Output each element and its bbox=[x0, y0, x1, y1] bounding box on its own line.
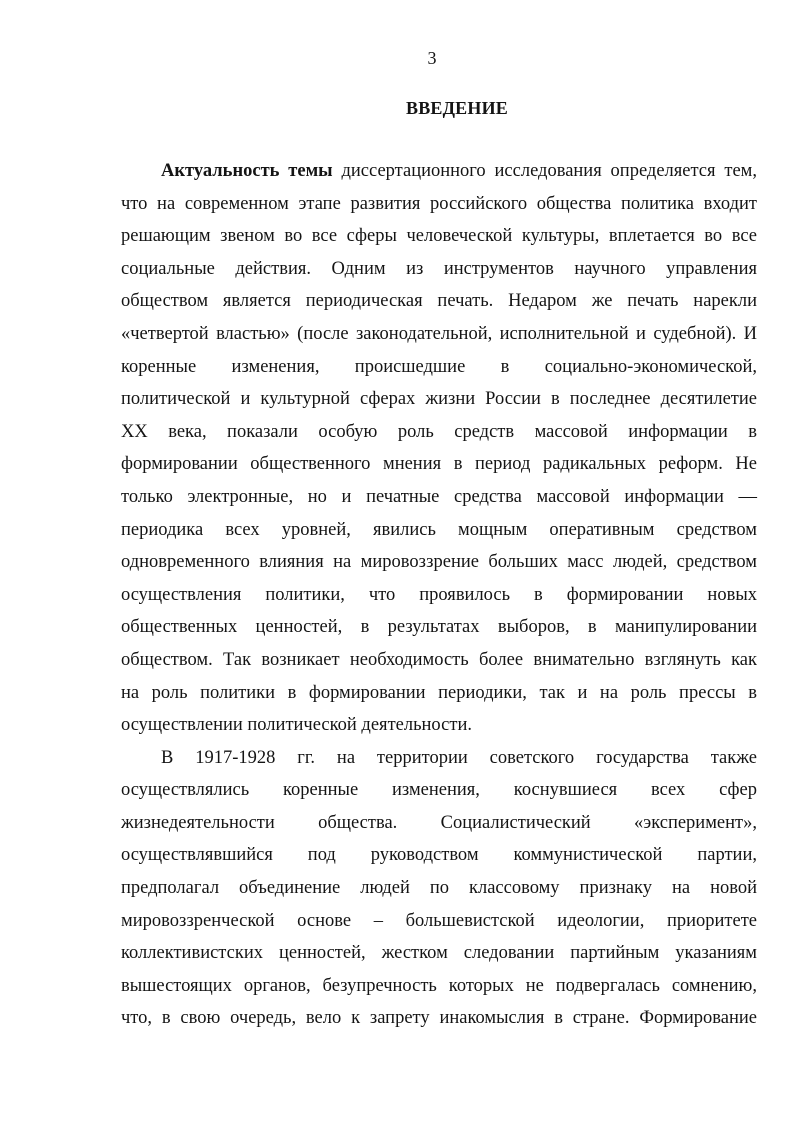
paragraph-line: осуществлении политической деятельности. bbox=[121, 715, 472, 736]
paragraph-line: одновременного влияния на мировоззрение больших масс людей, средством bbox=[121, 552, 757, 573]
paragraph-line: формировании общественного мнения в период радикальных реформ. Не bbox=[121, 454, 757, 475]
paragraph-line: обществом является периодическая печать. Недаром же печать нарекли bbox=[121, 291, 757, 312]
paragraph-line: что на современном этапе развития российского общества политика входит bbox=[121, 193, 757, 214]
lead-term: Актуальность темы bbox=[161, 161, 333, 181]
paragraph-line: вышестоящих органов, безупречность которых не подвергалась сомнению, bbox=[121, 975, 757, 996]
paragraph-line: коренные изменения, происшедшие в социально-экономической, bbox=[121, 356, 757, 377]
paragraph-line: жизнедеятельности общества. Социалистический «эксперимент», bbox=[121, 812, 757, 833]
paragraph-line: В 1917-1928 гг. на территории советского государства также bbox=[161, 747, 757, 768]
paragraph-line bbox=[121, 155, 757, 188]
page-number: 3 bbox=[427, 48, 437, 68]
paragraph-line: мировоззренческой основе – большевистской идеологии, приоритете bbox=[121, 910, 757, 931]
paragraph-line: осуществлявшийся под руководством коммунистической партии, bbox=[121, 845, 757, 866]
paragraph-line: решающим звеном во все сферы человеческой культуры, вплетается во все bbox=[121, 226, 757, 247]
paragraph-line: коллективистских ценностей, жестком следовании партийным указаниям bbox=[121, 943, 757, 964]
paragraph-line: на роль политики в формировании периодики, так и на роль прессы в bbox=[121, 682, 757, 703]
paragraph-line: осуществления политики, что проявилось в формировании новых bbox=[121, 584, 757, 605]
paragraph-line: осуществлялись коренные изменения, коснувшиеся всех сфер bbox=[121, 780, 757, 801]
paragraph-line: «четвертой властью» (после законодательной, исполнительной и судебной). И bbox=[121, 323, 757, 344]
paragraph-line: что, в свою очередь, вело к запрету инакомыслия в стране. Формирование bbox=[121, 1008, 757, 1029]
paragraph-line: предполагал объединение людей по классовому признаку на новой bbox=[121, 878, 757, 899]
paragraph-line: только электронные, но и печатные средства массовой информации — bbox=[121, 486, 757, 507]
paragraph-line: политической и культурной сферах жизни России в последнее десятилетие bbox=[121, 389, 757, 410]
paragraph-line: периодика всех уровней, явились мощным оперативным средством bbox=[121, 519, 757, 540]
document-body bbox=[121, 155, 757, 1035]
paragraph-line: обществом. Так возникает необходимость более внимательно взглянуть как bbox=[121, 649, 757, 670]
line-text: диссертационного исследования определяется тем, bbox=[332, 161, 758, 181]
page-title: ВВЕДЕНИЕ bbox=[405, 98, 508, 118]
paragraph-line: XX века, показали особую роль средств массовой информации в bbox=[121, 421, 757, 442]
paragraph-line: социальные действия. Одним из инструментов научного управления bbox=[121, 258, 757, 279]
paragraph-line: общественных ценностей, в результатах выборов, в манипулировании bbox=[121, 617, 757, 638]
